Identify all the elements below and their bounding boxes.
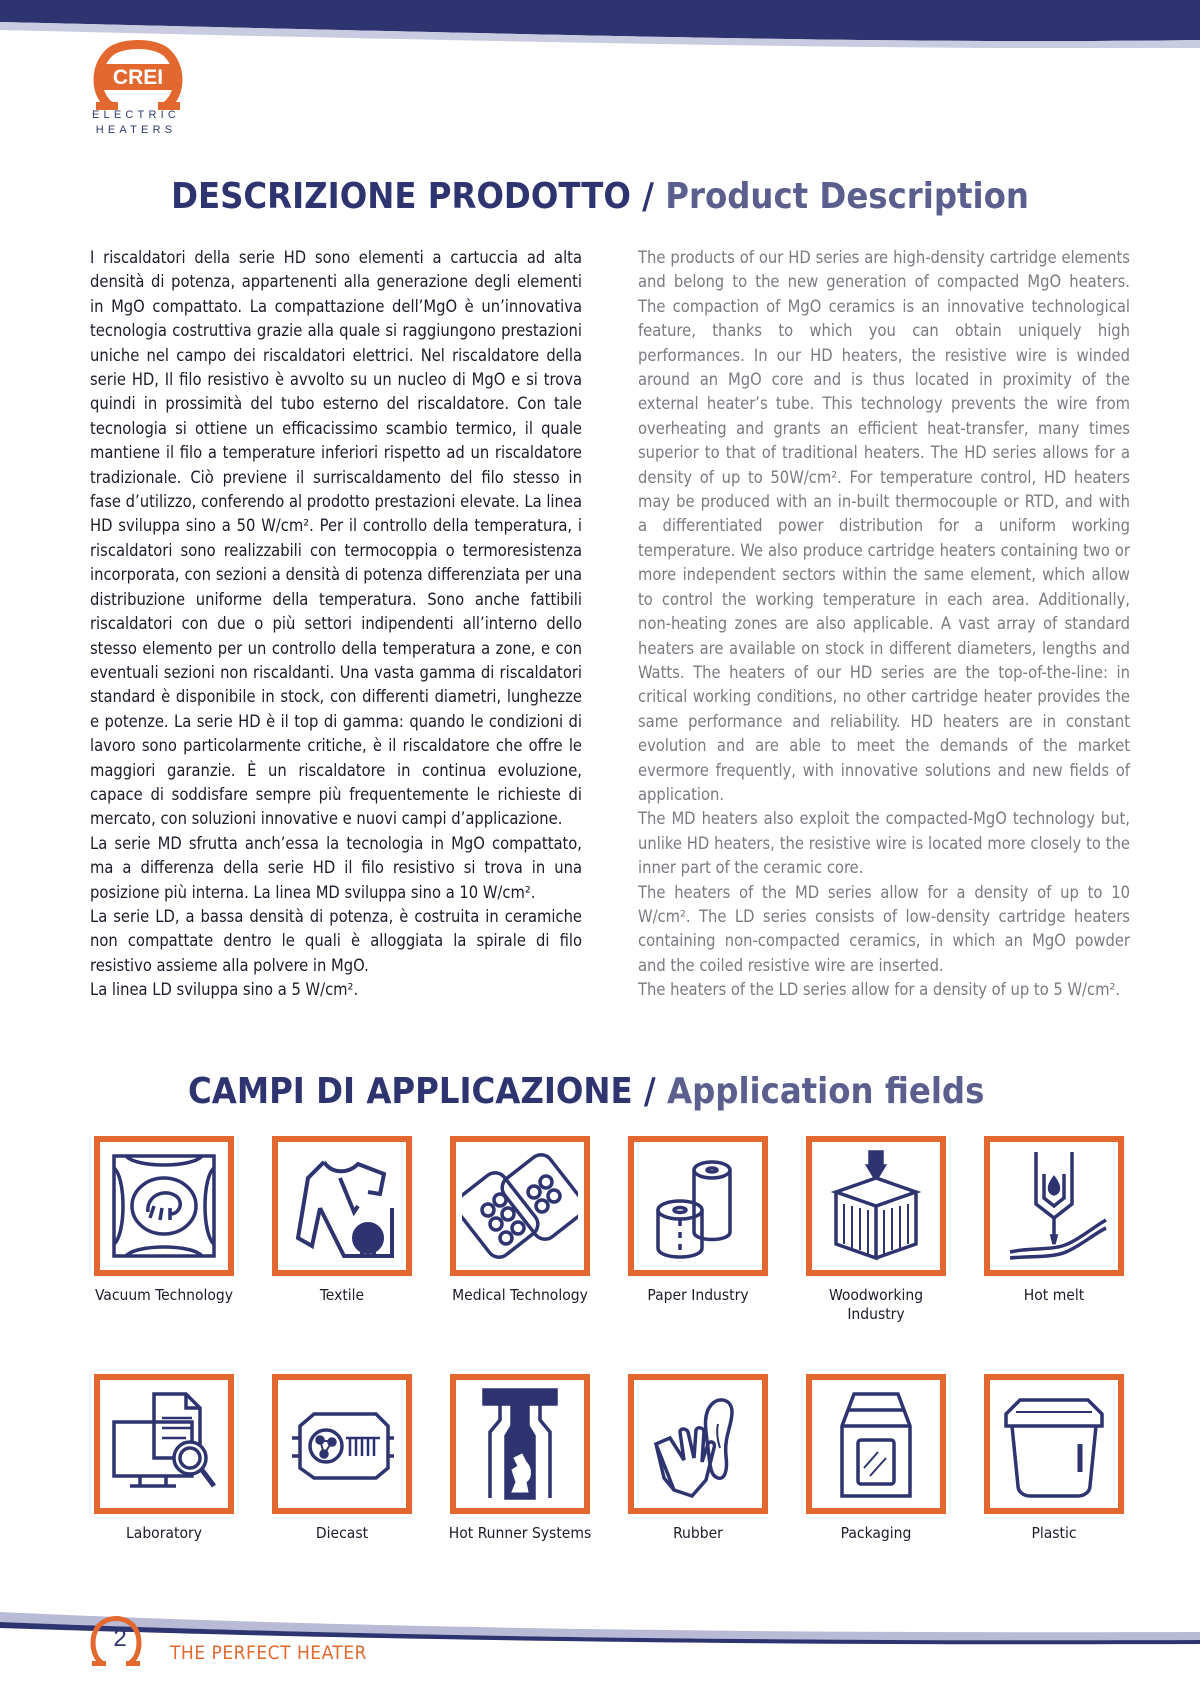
italian-paragraph: La serie LD, a bassa densità di potenza, è costruita in ceramiche non compattate dentro le quali è alloggiata la spirale di filo resistivo assieme alla polvere in MgO. — [90, 906, 582, 975]
application-icon-frame — [94, 1374, 234, 1514]
wood-block-icon — [818, 1148, 934, 1264]
english-paragraph: The products of our HD series are high-density cartridge elements and belong to the new generation of compacted MgO heaters. The compaction of MgO ceramics is an innovative technological feature, thanks to which you can obtain uniquely high performances. In our HD heaters, the resistive wire is winded around an MgO core and is thus located in proximity of the external heater’s tube. This technology prevents the wire from overheating and grants an efficient heat-transfer, many times superior to that of traditional heaters. The HD series allows for a density of up to 50W/cm². For temperature control, HD heaters may be produced with an in-built thermocouple or RTD, and with a differentiated power distribution for a uniform working temperature. We also produce cartridge heaters containing two or more independent sectors within the same element, which allow to control the working temperature in each area. Additionally, non-heating zones are also applicable. A vast array of standard heaters are available on stock in different diameters, lengths and Watts. The heaters of our HD series are the top-of-the-line: in critical working conditions, no other cartridge heater provides the same performance and reliability. HD heaters are in constant evolution and are able to meet the demands of the market evermore frequently, with innovative solutions and new fields of application. — [638, 248, 1130, 804]
bag-icon — [818, 1386, 934, 1502]
application-icon-frame — [806, 1374, 946, 1514]
applications-title-it: CAMPI DI APPLICAZIONE — [188, 1071, 633, 1112]
glue-gun-icon — [996, 1148, 1112, 1264]
italian-paragraph: La linea LD sviluppa sino a 5 W/cm². — [90, 980, 359, 1000]
applications-title-en: Application fields — [667, 1071, 985, 1112]
application-icon-frame — [450, 1374, 590, 1514]
application-label: Woodworking Industry — [828, 1286, 924, 1323]
application-hot-runner-systems — [444, 1374, 596, 1543]
page-number: 2 — [113, 1625, 127, 1652]
logo-subtitle-line1: ELECTRIC — [92, 109, 180, 121]
english-paragraph: The MD heaters also exploit the compacted-MgO technology but, unlike HD heaters, the resistive wire is located more closely to the inner part of the ceramic core. — [638, 809, 1130, 878]
application-diecast — [266, 1374, 418, 1543]
english-paragraph: The heaters of the MD series allow for a density of up to 10 W/cm². The LD series consists of low-density cartridge heaters containing non-compacted ceramics, in which an MgO powder and the coiled resistive wire are inserted. — [638, 882, 1130, 975]
description-title-en: Product Description — [665, 176, 1029, 217]
application-label: Packaging — [840, 1524, 912, 1542]
logo-subtitle — [88, 108, 184, 138]
application-label: Plastic — [1031, 1524, 1077, 1542]
application-textile — [266, 1136, 418, 1305]
application-icon-frame — [450, 1136, 590, 1276]
application-paper-industry — [622, 1136, 774, 1305]
application-packaging — [800, 1374, 952, 1543]
description-title-it: DESCRIZIONE PRODOTTO — [171, 176, 631, 217]
description-english — [638, 246, 1130, 1003]
application-icon-frame — [984, 1136, 1124, 1276]
mold-icon — [462, 1386, 578, 1502]
vacuum-pack-icon — [106, 1148, 222, 1264]
logo-text: CREI — [112, 66, 164, 89]
application-plastic — [978, 1374, 1130, 1543]
application-label: Diecast — [315, 1524, 369, 1542]
application-label: Hot Runner Systems — [448, 1524, 592, 1542]
application-vacuum-technology — [88, 1136, 240, 1305]
application-medical-technology — [444, 1136, 596, 1305]
shirt-icon — [284, 1148, 400, 1264]
english-paragraph: The heaters of the LD series allow for a density of up to 5 W/cm². — [638, 980, 1121, 1000]
application-woodworking-industry — [800, 1136, 952, 1324]
application-label: Vacuum Technology — [94, 1286, 234, 1304]
application-label: Paper Industry — [647, 1286, 749, 1304]
description-title-separator: / — [630, 176, 666, 217]
italian-paragraph: I riscaldatori della serie HD sono elementi a cartuccia ad alta densità di potenza, appartenenti alla generazione degli elementi in MgO compattato. La compattazione dell’MgO è un’innovativa tecnologia costruttiva grazie alla quale si raggiungono prestazioni uniche nel campo dei riscaldatori elettrici. Nel riscaldatore della serie HD, Il filo resistivo è avvolto su un nucleo di MgO e si trova quindi in prossimità del tubo esterno del riscaldatore. Con tale tecnologia si ottiene un efficacissimo scambio termico, il quale mantiene il filo a temperature inferiori rispetto ad un riscaldatore tradizionale. Ciò previene il surriscaldamento del filo stesso in fase d’utilizzo, conferendo al prodotto prestazioni elevate. La linea HD sviluppa sino a 50 W/cm². Per il controllo della temperatura, i riscaldatori sono realizzabili con termocoppia o termoresistenza incorporata, con sezioni a densità di potenza differenziata per una distribuzione uniforme della temperatura. Sono anche fattibili riscaldatori con due o più settori indipendenti all’interno dello stesso elemento per un controllo della temperatura a zone, e con eventuali sezioni non riscaldanti. Una vasta gamma di riscaldatori standard è disponibile in stock, con differenti diametri, lunghezze e potenze. La serie HD è il top di gamma: quando le condizioni di lavoro sono particolarmente critiche, è il riscaldatore che offre le maggiori garanzie. È un riscaldatore in continua evoluzione, capace di soddisfare sempre più frequentemente le richieste di mercato, con soluzioni innovative e nuovi campi d’applicazione. — [90, 248, 582, 829]
plastic-container-icon — [996, 1386, 1112, 1502]
application-icon-frame — [628, 1374, 768, 1514]
description-italian — [90, 246, 582, 1003]
application-label: Laboratory — [126, 1524, 202, 1542]
logo-subtitle-line2: HEATERS — [95, 124, 177, 136]
application-icon-frame — [272, 1136, 412, 1276]
application-label: Medical Technology — [452, 1286, 588, 1304]
italian-paragraph: La serie MD sfrutta anch’essa la tecnologia in MgO compattato, ma a differenza della serie HD il filo resistivo si trova in una posizione più interna. La linea MD sviluppa sino a 10 W/cm². — [90, 833, 582, 902]
application-icon-frame — [984, 1374, 1124, 1514]
application-icon-frame — [272, 1374, 412, 1514]
applications-title-separator: / — [632, 1071, 668, 1112]
application-label: Rubber — [673, 1524, 723, 1542]
computer-search-icon — [106, 1386, 222, 1502]
application-hot-melt — [978, 1136, 1130, 1305]
application-rubber — [622, 1374, 774, 1543]
application-label: Hot melt — [1023, 1286, 1085, 1304]
applications-title — [188, 1071, 1188, 1112]
die-cast-machine-icon — [284, 1386, 400, 1502]
application-laboratory — [88, 1374, 240, 1543]
paper-roll-icon — [640, 1148, 756, 1264]
application-icon-frame — [94, 1136, 234, 1276]
application-icon-frame — [628, 1136, 768, 1276]
application-icon-frame — [806, 1136, 946, 1276]
glove-icon — [640, 1386, 756, 1502]
footer-tagline: THE PERFECT HEATER — [170, 1642, 367, 1664]
application-label: Textile — [319, 1286, 365, 1304]
pill-blister-icon — [462, 1148, 578, 1264]
description-title — [0, 176, 1200, 217]
